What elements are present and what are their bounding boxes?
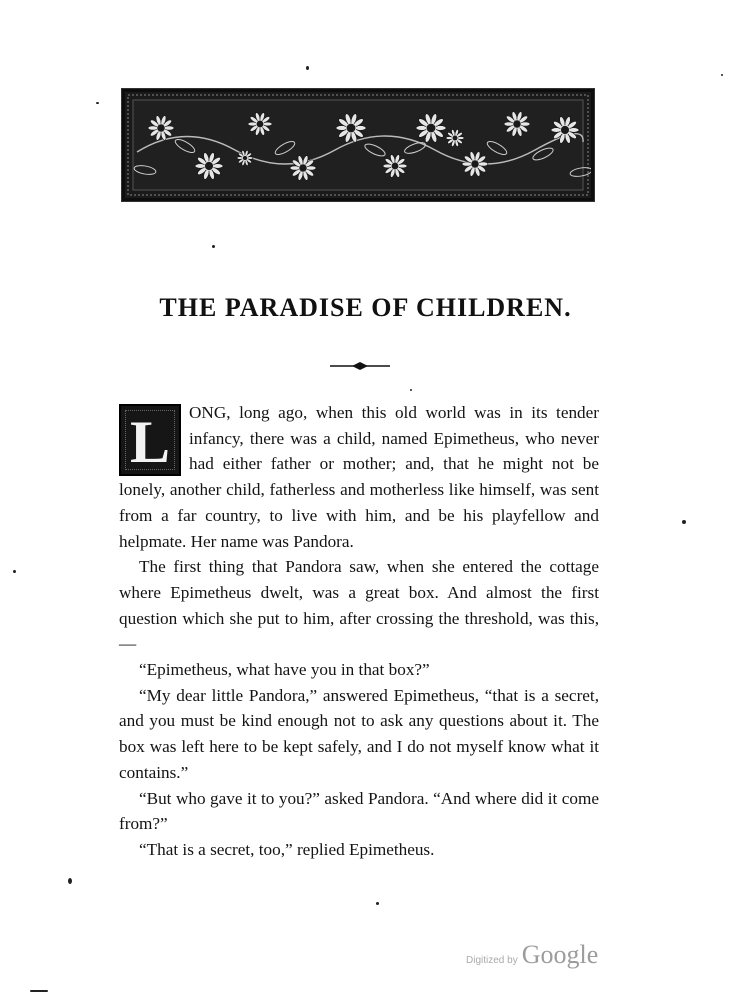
digitized-watermark [466,940,598,970]
chapter-title: THE PARADISE OF CHILDREN. [159,293,572,322]
scan-speck [721,74,723,76]
paragraph [119,400,599,554]
drop-cap: L [119,404,181,476]
paragraph: “Epimetheus, what have you in that box?” [139,660,430,680]
scan-speck [96,102,99,104]
paragraph: “But who gave it to you?” asked Pandora. “And where did it come from?” [119,788,599,834]
floral-header-ornament [122,89,594,201]
scan-speck [68,878,72,884]
scan-speck [212,245,215,248]
google-logo: Google [521,940,599,969]
scan-speck [30,990,48,992]
paragraph-text: ONG, long ago, when this old world was in its tender infancy, there was a child, named Epimetheus, who never had either father or mother; and, that he might not be lonely, another child, fatherless and motherless like himself, was sent from a far country, to live with him, and be his playfellow and helpmate. Her name was Pandora. [119,403,599,551]
paragraph: The first thing that Pandora saw, when she entered the cottage where Epimetheus dwelt, was a great box. And almost the first question which she put to him, after crossing the threshold, was this, — [119,557,599,654]
digitized-label: Digitized by [466,955,518,966]
scan-speck [13,570,16,573]
scan-speck [410,389,412,391]
paragraph: “My dear little Pandora,” answered Epimetheus, “that is a secret, and you must be kind enough not to ask any questions about it. The box was left here to be kept safely, and I do not myself know what it contains.” [119,685,599,782]
title-divider-ornament [328,360,392,372]
chapter-body [119,400,599,863]
scan-speck [682,520,686,524]
scan-speck [376,902,379,905]
paragraph: “That is a secret, too,” replied Epimetheus. [139,839,435,859]
scan-speck [306,66,309,70]
